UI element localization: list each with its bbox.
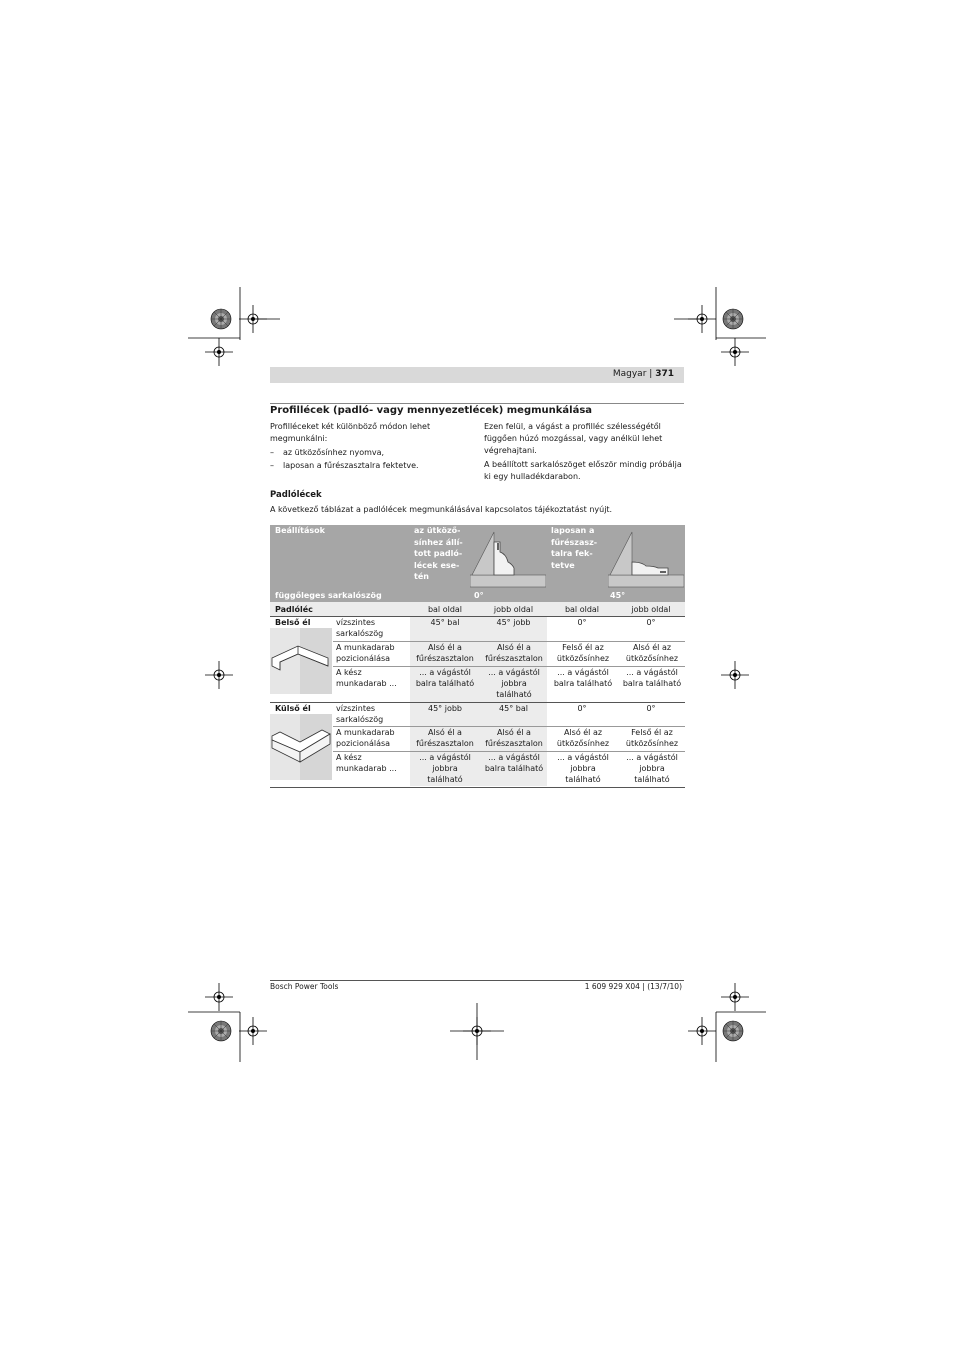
table-bottom-rule (270, 787, 685, 788)
cell: 0° (577, 618, 587, 627)
table-header (270, 525, 685, 602)
kulso-label: Külső él (275, 704, 311, 713)
cell: Felső él az ütközősínhez (625, 728, 679, 748)
th-angle-a: 0° (474, 591, 484, 600)
cell: 45° bal (499, 704, 528, 713)
footer-left: Bosch Power Tools (270, 982, 339, 991)
cell: jobb oldal (493, 605, 534, 614)
title-rule (270, 403, 684, 404)
cell: 45° jobb (496, 618, 531, 627)
cell: ... a vágástól jobbra található (419, 753, 471, 784)
subheading: Padlólécek (270, 490, 322, 500)
th-angle-b: 45° (610, 591, 626, 600)
belso-r2-label: A munkadarab pozicionálása (336, 643, 395, 663)
cell: Alsó él a fűrészasztalon (485, 643, 543, 663)
cell: bal oldal (427, 605, 463, 614)
flat-profile-illustration (608, 528, 684, 588)
cell: 0° (646, 618, 656, 627)
kulso-r1-label: vízszintes sarkalószög (336, 704, 384, 724)
cell: 45° jobb (428, 704, 462, 713)
cell: bal oldal (564, 605, 600, 614)
cell: ... a vágástól jobbra található (557, 753, 609, 784)
cell: Alsó él a fűrészasztalon (485, 728, 543, 748)
cell: ... a vágástól jobbra található (488, 668, 540, 699)
cell: Alsó él az ütközősínhez (556, 728, 610, 748)
cell: Alsó él az ütközősínhez (625, 643, 679, 663)
intro-right-p2: A beállított sarkalószöget először mindig próbálja ki egy hulladékdarabon. (484, 460, 682, 481)
belso-r1-label: vízszintes sarkalószög (336, 618, 384, 638)
th-settings: Beállítások (275, 526, 325, 535)
cell: ... a vágástól balra található (415, 668, 475, 688)
th-col-b: laposan a fűrészasz- talra fek- tetve (551, 526, 598, 570)
cell: ... a vágástól balra található (484, 753, 544, 773)
cell: 0° (577, 704, 587, 713)
cell: jobb oldal (631, 605, 671, 614)
kulso-r3-label: A kész munkadarab ... (336, 753, 397, 773)
footer-right: 1 609 929 X04 | (13/7/10) (584, 982, 682, 991)
header-language: Magyar (612, 369, 647, 379)
cell: 45° bal (430, 618, 460, 627)
cell: Alsó él a fűrészasztalon (416, 728, 474, 748)
row-padlolec-label: Padlóléc (275, 605, 313, 614)
page-header (270, 367, 684, 383)
intro-right-p1: Ezen felül, a vágást a profilléc szélességétől függően húzó mozgással, vagy anélkül lehet végrehajtani. (484, 422, 663, 455)
kulso-r2-label: A munkadarab pozicionálása (336, 728, 395, 748)
intro-list-item: – laposan a fűrészasztalra fektetve. (270, 461, 419, 470)
cell: ... a vágástól balra található (622, 668, 682, 688)
page-number: 371 (655, 369, 674, 379)
th-col-a: az ütköző- sínhez állí- tott padló- lécek ese- tén (414, 526, 463, 581)
inner-corner-illustration (270, 628, 332, 694)
page-title: Profillécek (padló- vagy mennyezetlécek) megmunkálása (270, 405, 593, 416)
cell: 0° (646, 704, 656, 713)
cell: ... a vágástól jobbra található (626, 753, 678, 784)
outer-corner-illustration (270, 714, 332, 780)
sub-text: A következő táblázat a padlólécek megmunkálásával kapcsolatos tájékoztatást nyújt. (270, 505, 613, 514)
upright-profile-illustration (470, 528, 546, 588)
cell: ... a vágástól balra található (553, 668, 613, 688)
belso-r3-label: A kész munkadarab ... (336, 668, 397, 688)
intro-lead: Profilléceket két különböző módon lehet megmunkálni: (270, 422, 431, 443)
belso-label: Belső él (275, 618, 311, 627)
cell: Alsó él a fűrészasztalon (416, 643, 474, 663)
intro-list-item: – az ütközősínhez nyomva, (270, 448, 385, 457)
th-vertical-bevel: függőleges sarkalószög (275, 591, 382, 600)
footer-rule (270, 980, 684, 981)
cell: Felső él az ütközősínhez (556, 643, 610, 663)
header-separator: | (649, 369, 653, 379)
